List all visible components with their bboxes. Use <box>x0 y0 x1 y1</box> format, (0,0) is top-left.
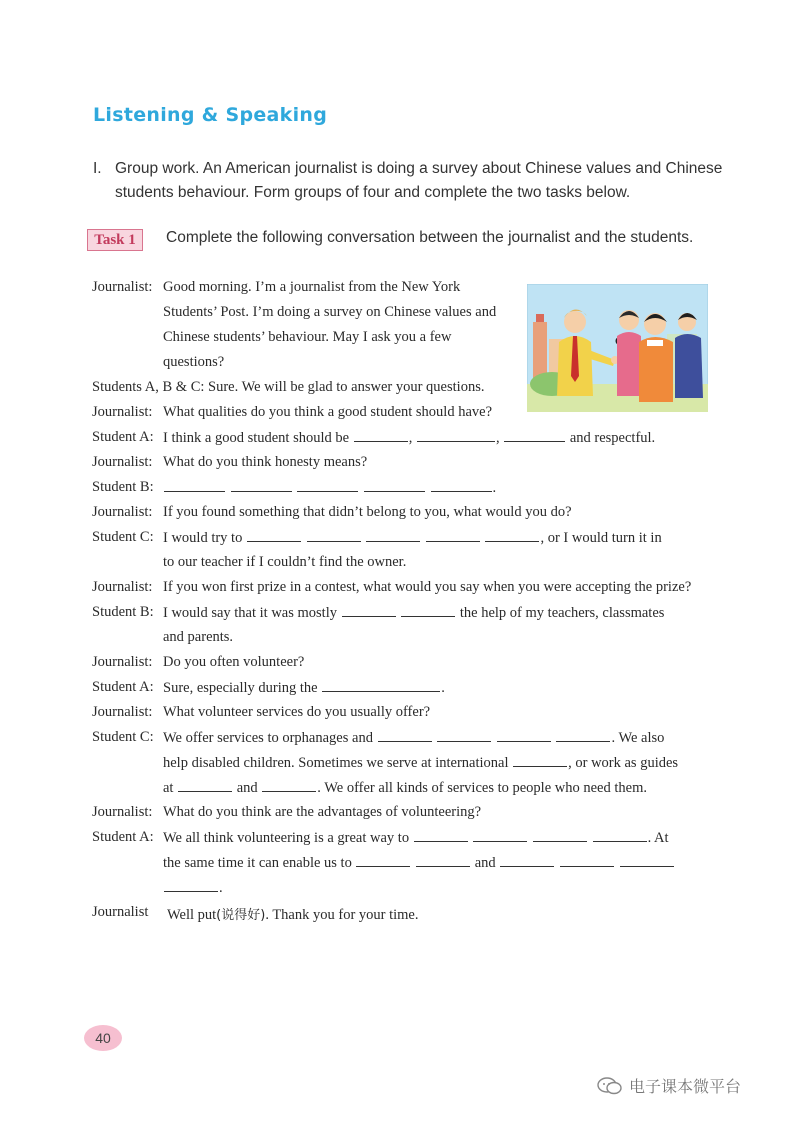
line-text: . At <box>647 830 669 846</box>
line-text: Sure, especially during the <box>163 680 318 696</box>
speaker-label: Journalist: <box>92 804 153 820</box>
chinese-gloss: (说得好) <box>216 908 266 923</box>
section-title: Listening & Speaking <box>93 104 328 126</box>
answer-blank[interactable] <box>620 854 674 867</box>
line-text: help disabled children. Sometimes we serve at international <box>163 755 509 771</box>
speaker-label: Student B: <box>92 479 154 495</box>
answer-blank[interactable] <box>497 729 551 742</box>
answer-blank[interactable] <box>322 679 440 692</box>
answer-blank[interactable] <box>437 729 491 742</box>
line-continuation: and parents. <box>163 629 234 645</box>
answer-blank[interactable] <box>307 529 361 542</box>
punctuation: , <box>495 430 500 446</box>
instruction-text: Group work. An American journalist is doing a survey about Chinese values and Chinese students behaviour. Form groups of four and complete the two tasks below. <box>115 160 723 201</box>
speaker-label: Journalist: <box>92 454 153 470</box>
answer-blank[interactable] <box>401 604 455 617</box>
line-text: Good morning. I’m a journalist from the New York <box>163 279 461 295</box>
answer-blank[interactable] <box>556 729 610 742</box>
answer-blank[interactable] <box>414 829 468 842</box>
line-text: the help of my teachers, classmates <box>459 605 665 621</box>
line-text: . We also <box>611 730 665 746</box>
watermark <box>597 1074 741 1097</box>
line-text: and <box>474 855 496 871</box>
wechat-icon <box>597 1077 623 1095</box>
answer-blank[interactable] <box>354 429 408 442</box>
speaker-label: Journalist: <box>92 504 153 520</box>
line-continuation: Chinese students’ behaviour. May I ask you a few <box>163 329 452 345</box>
line-text: at <box>163 780 174 796</box>
page-number: 40 <box>84 1025 122 1051</box>
line-text: I would try to <box>163 530 243 546</box>
line-text: What qualities do you think a good student should have? <box>163 404 493 420</box>
speaker-label: Journalist: <box>92 279 153 295</box>
line-text: . We offer all kinds of services to people who need them. <box>317 780 647 796</box>
line-text: I think a good student should be <box>163 430 350 446</box>
answer-blank[interactable] <box>262 779 316 792</box>
speaker-label: Student A: <box>92 429 154 445</box>
line-text: and <box>236 780 258 796</box>
answer-blank[interactable] <box>431 479 492 492</box>
speaker-label: Student C: <box>92 529 154 545</box>
answer-blank[interactable] <box>356 854 410 867</box>
answer-blank[interactable] <box>378 729 432 742</box>
speaker-label: Student C: <box>92 729 154 745</box>
line-text: What do you think honesty means? <box>163 454 368 470</box>
line-continuation <box>163 879 223 897</box>
line-text: . Thank you for your time. <box>265 907 419 923</box>
speaker-label: Journalist: <box>92 704 153 720</box>
punctuation: . <box>492 480 497 496</box>
line-continuation <box>163 854 675 872</box>
line-text: Do you often volunteer? <box>163 654 305 670</box>
instruction-number: I. <box>93 160 102 177</box>
watermark-text: 电子课本微平台 <box>629 1077 742 1096</box>
answer-blank[interactable] <box>560 854 614 867</box>
punctuation: . <box>219 880 223 896</box>
answer-blank[interactable] <box>231 479 292 492</box>
speaker-label: Journalist <box>92 904 149 920</box>
answer-blank[interactable] <box>485 529 539 542</box>
answer-blank[interactable] <box>364 479 425 492</box>
line-text: What do you think are the advantages of volunteering? <box>163 804 482 820</box>
line-text: , or work as guides <box>568 755 679 771</box>
line-text: I would say that it was mostly <box>163 605 337 621</box>
line-text: If you found something that didn’t belong to you, what would you do? <box>163 504 572 520</box>
speaker-label: Student A: <box>92 679 154 695</box>
answer-blank[interactable] <box>500 854 554 867</box>
instruction <box>93 157 733 205</box>
speaker-label: Student B: <box>92 604 154 620</box>
answer-blank[interactable] <box>504 429 565 442</box>
answer-blank[interactable] <box>593 829 647 842</box>
line-text: and respectful. <box>569 430 656 446</box>
line-continuation: Students’ Post. I’m doing a survey on Chinese values and <box>163 304 497 320</box>
line-text: We offer services to orphanages and <box>163 730 373 746</box>
answer-blank[interactable] <box>417 429 495 442</box>
punctuation: , <box>408 430 413 446</box>
line-continuation: questions? <box>163 354 225 370</box>
speaker-label: Journalist: <box>92 404 153 420</box>
answer-blank[interactable] <box>247 529 301 542</box>
answer-blank[interactable] <box>178 779 232 792</box>
speaker-label: Journalist: <box>92 579 153 595</box>
line-continuation <box>163 779 647 797</box>
line-continuation <box>163 754 678 772</box>
answer-blank[interactable] <box>473 829 527 842</box>
line-text: Well put <box>167 907 217 923</box>
dialogue-line: Students A, B & C: Sure. We will be glad to answer your questions. <box>92 379 485 395</box>
speaker-label: Student A: <box>92 829 154 845</box>
line-text: We all think volunteering is a great way to <box>163 830 410 846</box>
answer-blank[interactable] <box>416 854 470 867</box>
line-text: What volunteer services do you usually offer? <box>163 704 431 720</box>
interview-illustration <box>527 284 708 412</box>
speaker-label: Journalist: <box>92 654 153 670</box>
answer-blank[interactable] <box>164 879 218 892</box>
answer-blank[interactable] <box>513 754 567 767</box>
answer-blank[interactable] <box>366 529 420 542</box>
answer-blank[interactable] <box>342 604 396 617</box>
line-text: the same time it can enable us to <box>163 855 352 871</box>
answer-blank[interactable] <box>297 479 358 492</box>
answer-blank[interactable] <box>533 829 587 842</box>
punctuation: . <box>441 680 445 696</box>
task-instruction: Complete the following conversation between the journalist and the students. <box>166 229 694 246</box>
line-continuation: to our teacher if I couldn’t find the owner. <box>163 554 407 570</box>
line-text: If you won first prize in a contest, what would you say when you were accepting the prize? <box>163 579 692 595</box>
answer-blank[interactable] <box>164 479 225 492</box>
task-badge: Task 1 <box>87 229 143 251</box>
answer-blank[interactable] <box>426 529 480 542</box>
line-text: , or I would turn it in <box>540 530 662 546</box>
